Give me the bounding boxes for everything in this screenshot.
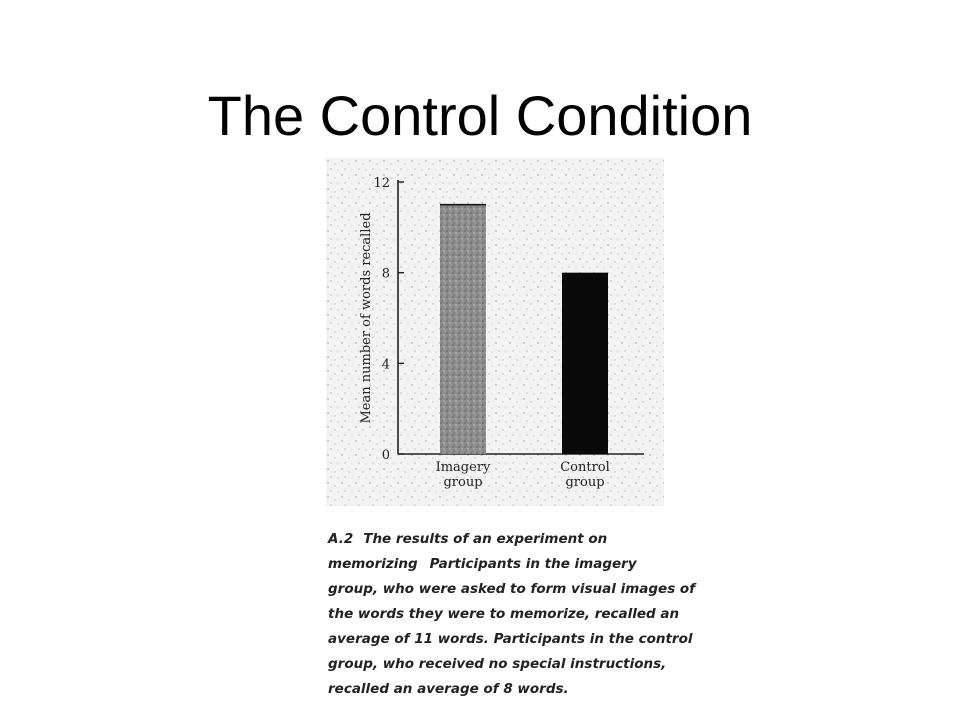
- bar-chart-svg: [326, 158, 664, 506]
- y-tick-label: 0: [381, 448, 390, 463]
- x-tick-label: group: [565, 475, 605, 490]
- figure-caption: [328, 527, 696, 702]
- x-tick-label: Control: [560, 460, 610, 475]
- caption-line: A.2 The results of an experiment on: [328, 531, 608, 547]
- slide-title: The Control Condition: [207, 84, 753, 147]
- caption-line: the words they were to memorize, recalled an: [328, 606, 680, 622]
- bar-chart-figure: [326, 158, 664, 506]
- x-tick-label: group: [443, 475, 483, 490]
- caption-line: group, who received no special instructions,: [328, 656, 667, 672]
- caption-line: group, who were asked to form visual images of: [328, 581, 696, 597]
- y-tick-label: 12: [373, 176, 390, 191]
- y-axis-label: Mean number of words recalled: [359, 212, 374, 424]
- figure-number: A.2: [328, 531, 354, 547]
- bar: [440, 205, 486, 454]
- caption-line: average of 11 words. Participants in the control: [328, 631, 693, 647]
- y-tick-label: 4: [381, 357, 390, 373]
- x-tick-label: Imagery: [435, 460, 491, 475]
- caption-line: recalled an average of 8 words.: [328, 681, 569, 697]
- bar: [562, 273, 608, 454]
- caption-line: memorizing Participants in the imagery: [328, 556, 637, 572]
- y-tick-label: 8: [381, 266, 390, 282]
